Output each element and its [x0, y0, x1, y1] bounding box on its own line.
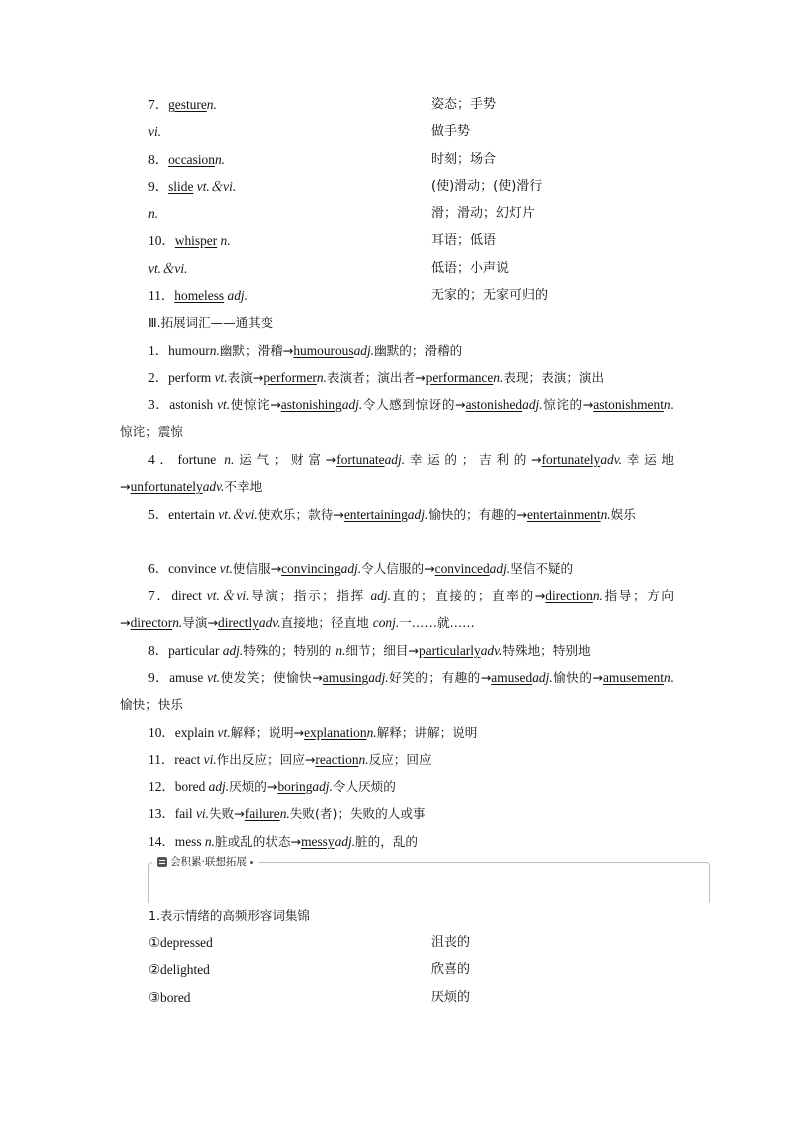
- vocab-pos: n.: [220, 233, 231, 248]
- vocab-number: 9．: [148, 179, 169, 194]
- vocab-pos: n.: [214, 152, 225, 167]
- notes-icon: [157, 857, 167, 867]
- extension-entry: 9．amuse vt.使发笑；使愉快→amusingadj.好笑的；有趣的→amusedadj.愉快的→amusementn.愉快；快乐: [120, 670, 674, 712]
- vocab-pos: vt.＆vi.: [196, 179, 237, 194]
- vocab-word: homeless: [174, 288, 225, 303]
- summary-row: [148, 960, 708, 980]
- vocab-pos: adj.: [227, 288, 248, 303]
- summary-meaning: 沮丧的: [431, 935, 471, 950]
- extension-entry: 1．humourn.幽默；滑稽→humourousadj.幽默的；滑稽的: [148, 343, 463, 358]
- vocab-word: gesture: [168, 97, 207, 112]
- summary-word: ①depressed: [148, 935, 213, 950]
- vocab-number: 7．: [148, 97, 169, 112]
- summary-meaning: 欣喜的: [431, 962, 471, 977]
- summary-title: 1.表示情绪的高频形容词集锦: [148, 908, 310, 923]
- vocab-number: 11．: [148, 288, 175, 303]
- vocab-meaning: 滑；滑动；幻灯片: [431, 206, 536, 221]
- extension-entry: 11．react vi.作出反应；回应→reactionn.反应；回应: [148, 752, 432, 767]
- vocab-row: [148, 204, 708, 224]
- extension-entry: 14．mess n.脏或乱的状态→messyadj.脏的，乱的: [148, 834, 419, 849]
- extension-entry: 2．perform vt.表演→performern.表演者；演出者→performancen.表现；表演；演出: [148, 370, 605, 385]
- vocab-pos: n.: [206, 97, 217, 112]
- extension-entry: 6．convince vt.使信服→convincingadj.令人信服的→convincedadj.坚信不疑的: [148, 561, 574, 576]
- vocab-meaning: 耳语；低语: [431, 233, 497, 248]
- extension-entry: 4．fortune n.运气；财富→fortunateadj.幸运的；吉利的→fortunatelyadv.幸运地→unfortunatelyadv.不幸地: [120, 452, 674, 494]
- vocab-row: [148, 95, 708, 115]
- extension-entry: 8．particular adj.特殊的；特别的 n.细节；细目→particularlyadv.特殊地；特别地: [148, 643, 591, 658]
- extension-entry: 12．bored adj.厌烦的→boringadj.令人厌烦的: [148, 779, 396, 794]
- summary-word: ③bored: [148, 990, 191, 1005]
- vocab-row: [148, 150, 708, 170]
- vocab-pos: vi.: [148, 124, 162, 139]
- extension-entry: 5．entertain vt.＆vi.使欢乐；款待→entertainingadj.愉快的；有趣的→entertainmentn.娱乐: [148, 507, 636, 522]
- section-heading: Ⅲ.拓展词汇——通其变: [148, 315, 274, 330]
- accumulate-box-title: 会积累·联想拓展: [170, 856, 247, 868]
- dot-icon: [250, 861, 253, 864]
- vocab-row: [148, 177, 708, 197]
- summary-word: ②delighted: [148, 962, 210, 977]
- vocab-word: slide: [168, 179, 194, 194]
- vocab-meaning: 无家的；无家可归的: [431, 288, 549, 303]
- vocab-meaning: 时刻；场合: [431, 152, 497, 167]
- summary-row: [148, 933, 708, 953]
- vocab-pos: n.: [148, 206, 159, 221]
- summary-row: [148, 988, 708, 1008]
- vocab-number: 8．: [148, 152, 169, 167]
- extension-entry: 7．direct vt.＆vi.导演；指示；指挥 adj.直的；直接的；直率的→directionn.指导；方向→directorn.导演→directlyadv.直接地；径直地 conj.一……就……: [120, 588, 674, 630]
- vocab-word: whisper: [174, 233, 218, 248]
- extension-entry: 10．explain vt.解释；说明→explanationn.解释；讲解；说明: [148, 725, 478, 740]
- vocab-row: [148, 286, 708, 306]
- summary-meaning: 厌烦的: [431, 990, 471, 1005]
- vocab-meaning: 姿态；手势: [431, 97, 497, 112]
- accumulate-box-tag: [152, 855, 258, 869]
- vocab-meaning: 低语；小声说: [431, 261, 510, 276]
- vocab-pos: vt.＆vi.: [148, 261, 188, 276]
- vocab-row: [148, 259, 708, 279]
- vocab-row: [148, 231, 708, 251]
- vocab-meaning: (使)滑动；(使)滑行: [431, 179, 543, 194]
- vocab-row: [148, 122, 708, 142]
- extension-entry: 13．fail vi.失败→failuren.失败(者)；失败的人或事: [148, 806, 426, 821]
- extension-entry: 3．astonish vt.使惊诧→astonishingadj.令人感到惊讶的→astonishedadj.惊诧的→astonishmentn.惊诧；震惊: [120, 397, 674, 439]
- vocab-word: occasion: [168, 152, 215, 167]
- vocab-number: 10．: [148, 233, 175, 248]
- vocab-meaning: 做手势: [431, 124, 471, 139]
